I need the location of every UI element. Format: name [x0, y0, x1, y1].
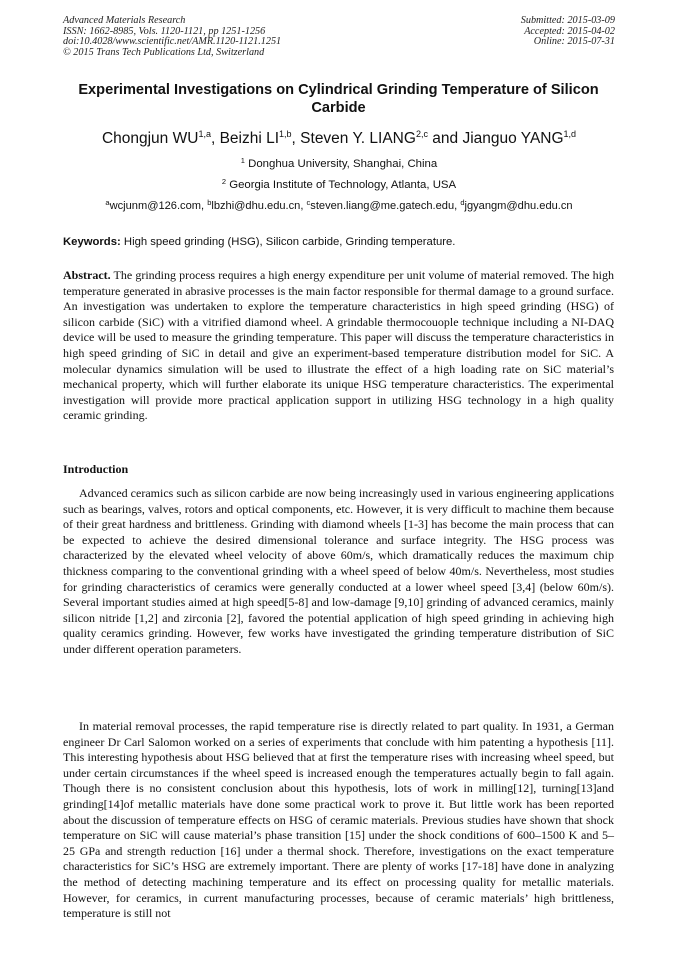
affiliation-1: $^1$ Donghua University, Shanghai, China: [240, 156, 438, 170]
author: Chongjun WU$^{1,a}$,: [101, 129, 220, 147]
doi: doi:10.4028/www.scientific.net/AMR.1120-1121.1251: [63, 36, 282, 48]
journal-header-right: [521, 16, 615, 48]
author: Steven Y. LIANG$^{2,c}$ and: [300, 129, 463, 147]
accepted-date: Accepted: 2015-04-02: [524, 25, 615, 37]
author-list: [0, 129, 678, 149]
email: $^b$lbzhi@dhu.edu.cn,: [207, 198, 307, 212]
online-date: Online: 2015-07-31: [533, 36, 615, 48]
issn: ISSN: 1662-8985, Vols. 1120-1121, pp 1251-1256: [63, 25, 266, 37]
submitted-date: Submitted: 2015-03-09: [520, 15, 615, 26]
introduction-heading: Introduction: [63, 462, 129, 476]
introduction-paragraph: Advanced ceramics such as silicon carbide are now being increasingly used in various engineering applications such as bearings, valves, rotors and optical components, etc. However, it is very difficult to machine them because of their great hardness and brittleness. Grinding with diamond wheels [1-3] has become the main process that can be expected to achieve the desired dimensional tolerance and surface integrity. The HSG process was characterized by the elevated wheel velocity of above 60m/s, which dramatically reduces the maximum chip thickness comparing to the conventional grinding with a wheel speed of below 40m/s. Nevertheless, most studies for grinding characteristics of ceramics were generally conducted at a lower wheel speed [3,4] (below 60m/s). Several important studies aimed at high speed[5-8] and low-damage [9,10] grinding of advanced ceramics, mainly silicon nitride [1,2] and zirconia [2], favored the potential application of high speed grinding in achieving high quality ceramics grinding. However, few works have investigated the grinding temperature distribution of SiC under different operation parameters.: [63, 486, 614, 656]
keywords-label: Keywords:: [63, 236, 121, 248]
journal-name: Advanced Materials Research: [63, 15, 186, 26]
copyright: © 2015 Trans Tech Publications Ltd, Switzerland: [63, 46, 265, 58]
journal-header-left: [63, 16, 281, 58]
email: $^c$steven.liang@me.gatech.edu,: [306, 198, 461, 212]
author: Beizhi LI$^{1,b}$,: [219, 129, 301, 147]
affiliation-2: $^2$ Georgia Institute of Technology, Atlanta, USA: [221, 177, 457, 191]
author-emails: [0, 199, 678, 213]
paper-title: Experimental Investigations on Cylindrical Grinding Temperature of Silicon Carbide: [78, 82, 599, 116]
email: $^a$wcjunm@126.com,: [105, 198, 208, 212]
introduction-paragraph: In material removal processes, the rapid temperature rise is directly related to part quality. In 1931, a German engineer Dr Carl Salomon worked on a series of experiments that conclude with him patenting a hypothesis [11]. This interesting hypothesis about HSG believed that at first the temperature rises with increasing wheel speed, but under certain circumstances if the wheel speed is increased enough the temperatures actually begin to fall again. Though there is no consistent conclusion about this hypothesis, lots of work in milling[12], turning[13]and grinding[14]of metallic materials have done some practical work to prove it. But little work has been reported about the discussion of temperature effects on HSG of ceramic materials. Previous studies have shown that shock temperature on SiC will cause material’s phase transition [15] under the shock conditions of 600–1500 K and 5–25 GPa and strength reduction [16] under a thermal shock. Therefore, investigations on the exact temperature characteristics for SiC’s HSG are extremely important. There are plenty of works [17-18] have done in analyzing the method of detecting machining temperature and its effect on processing quality for metallic materials. However, for ceramics, in current manufacturing processes, because of ceramic materials’ high brittleness, temperature is still not: [63, 719, 614, 921]
email: $^d$jgyangm@dhu.edu.cn: [460, 198, 573, 212]
abstract: [63, 268, 614, 424]
abstract-label: Abstract.: [63, 268, 111, 282]
abstract-text: The grinding process requires a high energy expenditure per unit volume of material removed. The high temperature generated in abrasive processes is the main factor responsible for thermal damage to a ground surface. An investigation was undertaken to explore the temperature characteristics in high speed grinding (HSG) of silicon carbide (SiC) with a vitrified diamond wheel. A grindable thermocouople technique including a NI-DAQ device will be used to measure the grinding temperature. This paper will discuss the temperature characteristics in high speed grinding of SiC in detail and give an experiment-based temperature distribution model for SiC. A molecular dynamics simulation will be used to illustrate the effect of a high loading rate on SiC material’s mechanical property, which will further elaborate its unique HSG temperature characteristics. The experimental investigation will provide more practical application support in utilizing HSG technology in a high quality ceramic grinding.: [63, 268, 614, 423]
keywords-text: High speed grinding (HSG), Silicon carbide, Grinding temperature.: [120, 236, 456, 248]
keywords: [63, 235, 455, 249]
author: Jianguo YANG$^{1,d}$: [462, 129, 577, 147]
